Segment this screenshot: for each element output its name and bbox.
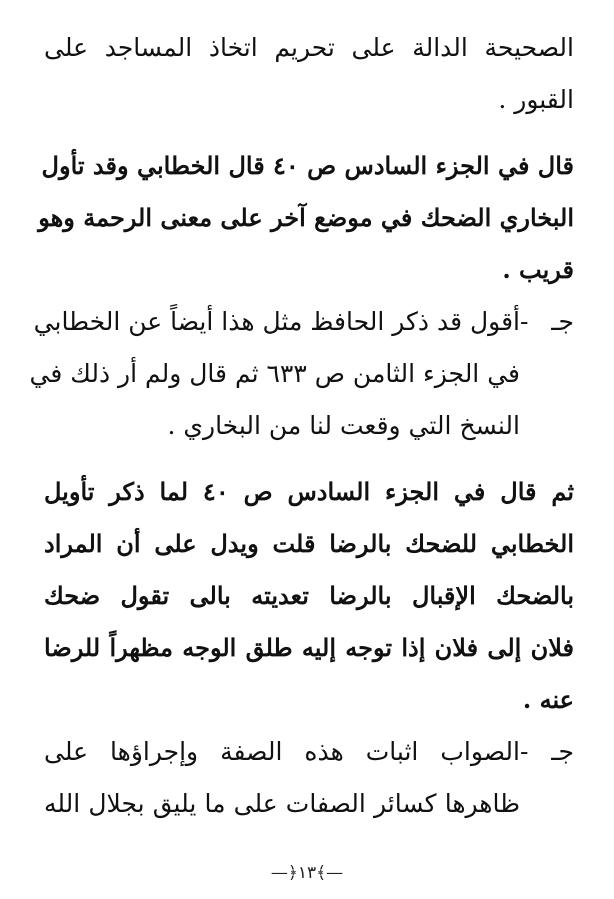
text-line: [44, 726, 574, 778]
text-line: قريب .: [502, 255, 574, 284]
text-line: الخطابي للضحك بالرضا قلت ويدل على أن المراد: [44, 529, 574, 558]
paragraph-1: [44, 22, 574, 126]
text-line: القبور .: [498, 85, 574, 114]
text-line: ثم قال في الجزء السادس ص ٤٠ لما ذكر تأويل: [44, 477, 575, 506]
text-line: ظاهرها كسائر الصفات على ما يليق بجلال الله: [44, 789, 520, 818]
text-line-content: أقول قد ذكر الحافظ مثل هذا أيضاً عن الخطابي: [33, 307, 520, 336]
text-line: [33, 296, 574, 348]
text-line: فلان إلى فلان إذا توجه إليه طلق الوجه مظهراً للرضا: [44, 633, 574, 662]
paragraph-5-answer: [44, 726, 574, 830]
text-line: في الجزء الثامن ص ٦٣٣ ثم قال ولم أر ذلك في: [29, 359, 520, 388]
page-number: —﴿١٣﴾—: [270, 863, 344, 883]
answer-marker: جـ -: [520, 737, 574, 766]
text-line: عنه .: [522, 685, 574, 714]
document-page: [29, 22, 575, 830]
paragraph-2-bold: [38, 140, 574, 296]
text-line: قال في الجزء السادس ص ٤٠ قال الخطابي وقد تأول: [41, 151, 574, 180]
text-line: الصحيحة الدالة على تحريم اتخاذ المساجد على: [44, 33, 574, 62]
paragraph-3-answer: [29, 296, 574, 452]
answer-marker: جـ -: [520, 307, 574, 336]
text-line: النسخ التي وقعت لنا من البخاري .: [167, 411, 520, 440]
text-line-content: الصواب اثبات هذه الصفة وإجراؤها على: [44, 737, 520, 766]
text-line: البخاري الضحك في موضع آخر على معنى الرحمة وهو: [38, 203, 574, 232]
text-line: بالضحك الإقبال بالرضا تعديته بالى تقول ضحك: [44, 581, 574, 610]
paragraph-4-bold: [44, 466, 574, 726]
